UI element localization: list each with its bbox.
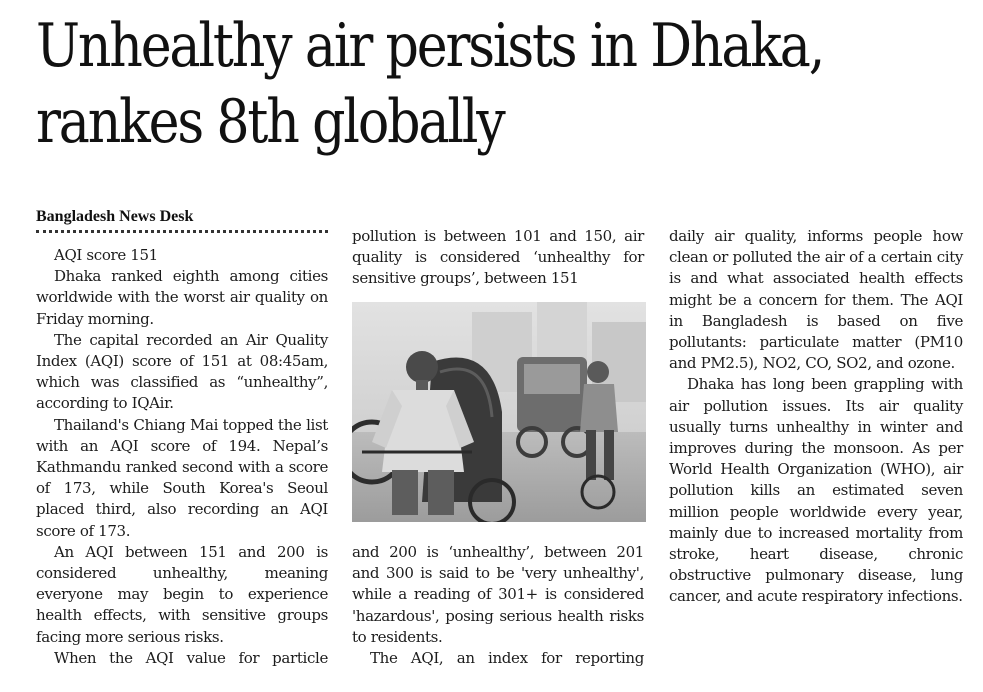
paragraph: The AQI, an index for reporting: [370, 649, 644, 668]
subhead-aqi-score: AQI score 151: [54, 246, 158, 264]
headline-line-2: rankes 8th globally: [36, 87, 504, 157]
paragraph: An AQI between 151 and 200 is considered unhealthy, meaning everyone may begin to experience health effects, with sensitive groups facing more serious risks.: [36, 542, 328, 646]
byline: Bangladesh News Desk: [36, 208, 194, 225]
photo-rickshaw-street-scene: [352, 302, 646, 522]
paragraph: Dhaka ranked eighth among cities worldwide with the worst air quality on Friday morning.: [36, 267, 328, 328]
paragraph: pollution is between 101 and 150, air quality is considered ‘unhealthy for sensitive groups’, between 151: [352, 227, 644, 288]
paragraph: daily air quality, informs people how clean or polluted the air of a certain city is and what associated health effects might be a concern for them. The AQI in Bangladesh is based on five pollutants: particulate matter (PM10 and PM2.5), NO2, CO, SO2, and ozone.: [669, 227, 963, 373]
column-2-bottom: [352, 542, 644, 669]
byline-divider: [36, 230, 328, 233]
column-2-top: [352, 226, 644, 290]
column-1: [36, 245, 328, 669]
paragraph: Dhaka has long been grappling with air pollution issues. Its air quality usually turns unhealthy in winter and improves during the monsoon. As per World Health Organization (WHO), air pollution kills an estimated seven million people worldwide every year, mainly due to increased mortality from stroke, heart disease, chronic obstructive pulmonary disease, lung cancer, and acute respiratory infections.: [669, 375, 963, 606]
news-photo: [352, 302, 646, 522]
headline-line-1: Unhealthy air persists in Dhaka,: [36, 11, 824, 81]
headline: [36, 8, 845, 160]
column-3: [669, 226, 963, 608]
paragraph: The capital recorded an Air Quality Index (AQI) score of 151 at 08:45am, which was classified as “unhealthy”, according to IQAir.: [36, 330, 328, 413]
paragraph: When the AQI value for particle: [54, 648, 328, 667]
paragraph: and 200 is ‘unhealthy’, between 201 and 300 is said to be 'very unhealthy', while a reading of 301+ is considered 'hazardous', posing serious health risks to residents.: [352, 543, 644, 646]
paragraph: Thailand's Chiang Mai topped the list with an AQI score of 194. Nepal’s Kathmandu ranked second with a score of 173, while South Korea's Seoul placed third, also recording an AQI score of 173.: [36, 415, 328, 540]
